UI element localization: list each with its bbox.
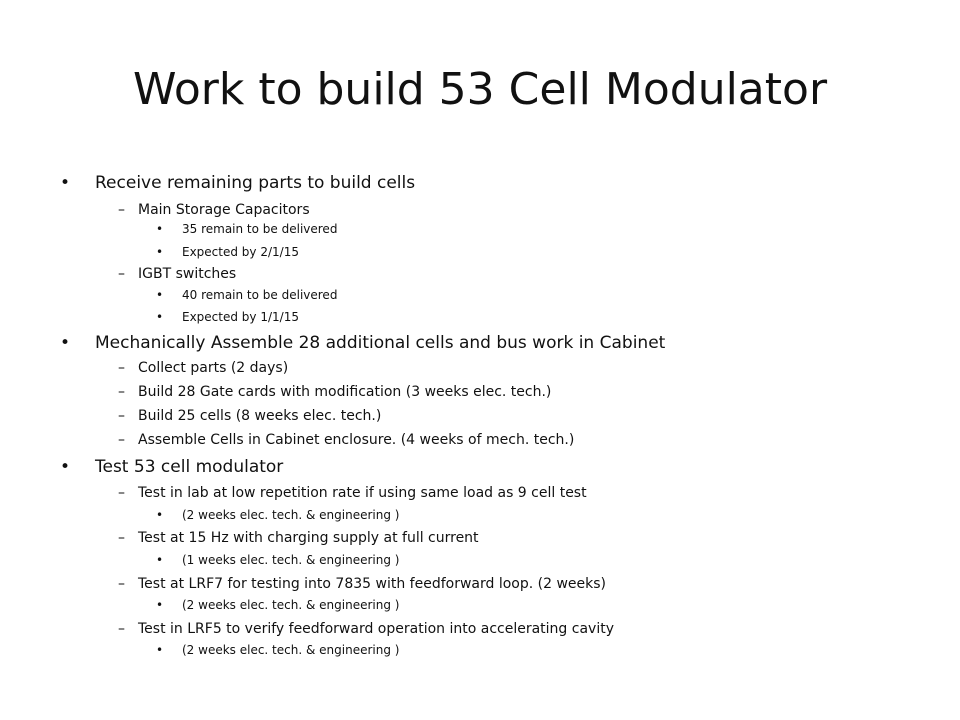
bullet-item-level3 (156, 643, 399, 657)
bullet-text: Test in LRF5 to verify feedforward operation into accelerating cavity (138, 621, 614, 637)
dash-marker: – (118, 266, 125, 282)
bullet-marker: • (60, 457, 71, 477)
bullet-item-level3 (156, 288, 337, 302)
bullet-marker: • (60, 333, 71, 353)
dash-marker: – (118, 408, 125, 424)
bullet-marker: • (156, 310, 164, 324)
bullet-text: 35 remain to be delivered (182, 222, 338, 236)
dash-marker: – (118, 202, 125, 218)
bullet-text: Test in lab at low repetition rate if using same load as 9 cell test (138, 485, 587, 501)
bullet-item-level3 (156, 553, 399, 567)
bullet-marker: • (156, 222, 164, 236)
bullet-marker: • (156, 508, 164, 522)
bullet-item-level1 (60, 333, 665, 353)
bullet-item-level3 (156, 508, 399, 522)
bullet-marker: • (156, 245, 164, 259)
bullet-item-level2 (118, 384, 551, 400)
bullet-item-level2 (118, 266, 236, 282)
bullet-item-level2 (118, 360, 288, 376)
bullet-text: (2 weeks elec. tech. & engineering ) (182, 598, 400, 612)
bullet-text: Receive remaining parts to build cells (95, 173, 416, 193)
bullet-text: Main Storage Capacitors (138, 202, 310, 218)
bullet-item-level1 (60, 457, 283, 477)
bullet-text: Test at 15 Hz with charging supply at full current (138, 530, 479, 546)
bullet-text: Test at LRF7 for testing into 7835 with feedforward loop. (2 weeks) (138, 576, 606, 592)
bullet-item-level2 (118, 202, 310, 218)
bullet-item-level3 (156, 222, 337, 236)
bullet-item-level2 (118, 432, 574, 448)
bullet-text: (1 weeks elec. tech. & engineering ) (182, 553, 400, 567)
bullet-item-level2 (118, 621, 614, 637)
bullet-text: Mechanically Assemble 28 additional cells and bus work in Cabinet (95, 333, 666, 353)
bullet-marker: • (156, 288, 164, 302)
dash-marker: – (118, 360, 125, 376)
bullet-item-level3 (156, 245, 299, 259)
slide-title: Work to build 53 Cell Modulator (132, 64, 828, 115)
bullet-item-level2 (118, 530, 479, 546)
bullet-text: (2 weeks elec. tech. & engineering ) (182, 508, 400, 522)
bullet-text: Build 25 cells (8 weeks elec. tech.) (138, 408, 382, 424)
dash-marker: – (118, 530, 125, 546)
bullet-text: 40 remain to be delivered (182, 288, 338, 302)
dash-marker: – (118, 384, 125, 400)
bullet-text: Build 28 Gate cards with modification (3 weeks elec. tech.) (138, 384, 552, 400)
bullet-text: IGBT switches (138, 266, 237, 282)
bullet-item-level2 (118, 408, 381, 424)
bullet-marker: • (156, 643, 164, 657)
bullet-text: Collect parts (2 days) (138, 360, 289, 376)
bullet-item-level3 (156, 310, 299, 324)
bullet-item-level2 (118, 485, 587, 501)
dash-marker: – (118, 485, 125, 501)
bullet-text: Expected by 2/1/15 (182, 245, 299, 259)
bullet-marker: • (156, 553, 164, 567)
bullet-marker: • (156, 598, 164, 612)
bullet-text: Expected by 1/1/15 (182, 310, 299, 324)
bullet-text: (2 weeks elec. tech. & engineering ) (182, 643, 400, 657)
bullet-item-level3 (156, 598, 399, 612)
dash-marker: – (118, 432, 125, 448)
dash-marker: – (118, 621, 125, 637)
bullet-marker: • (60, 173, 71, 193)
dash-marker: – (118, 576, 125, 592)
bullet-text: Assemble Cells in Cabinet enclosure. (4 weeks of mech. tech.) (138, 432, 575, 448)
bullet-item-level1 (60, 173, 415, 193)
bullet-item-level2 (118, 576, 606, 592)
bullet-text: Test 53 cell modulator (95, 457, 284, 477)
